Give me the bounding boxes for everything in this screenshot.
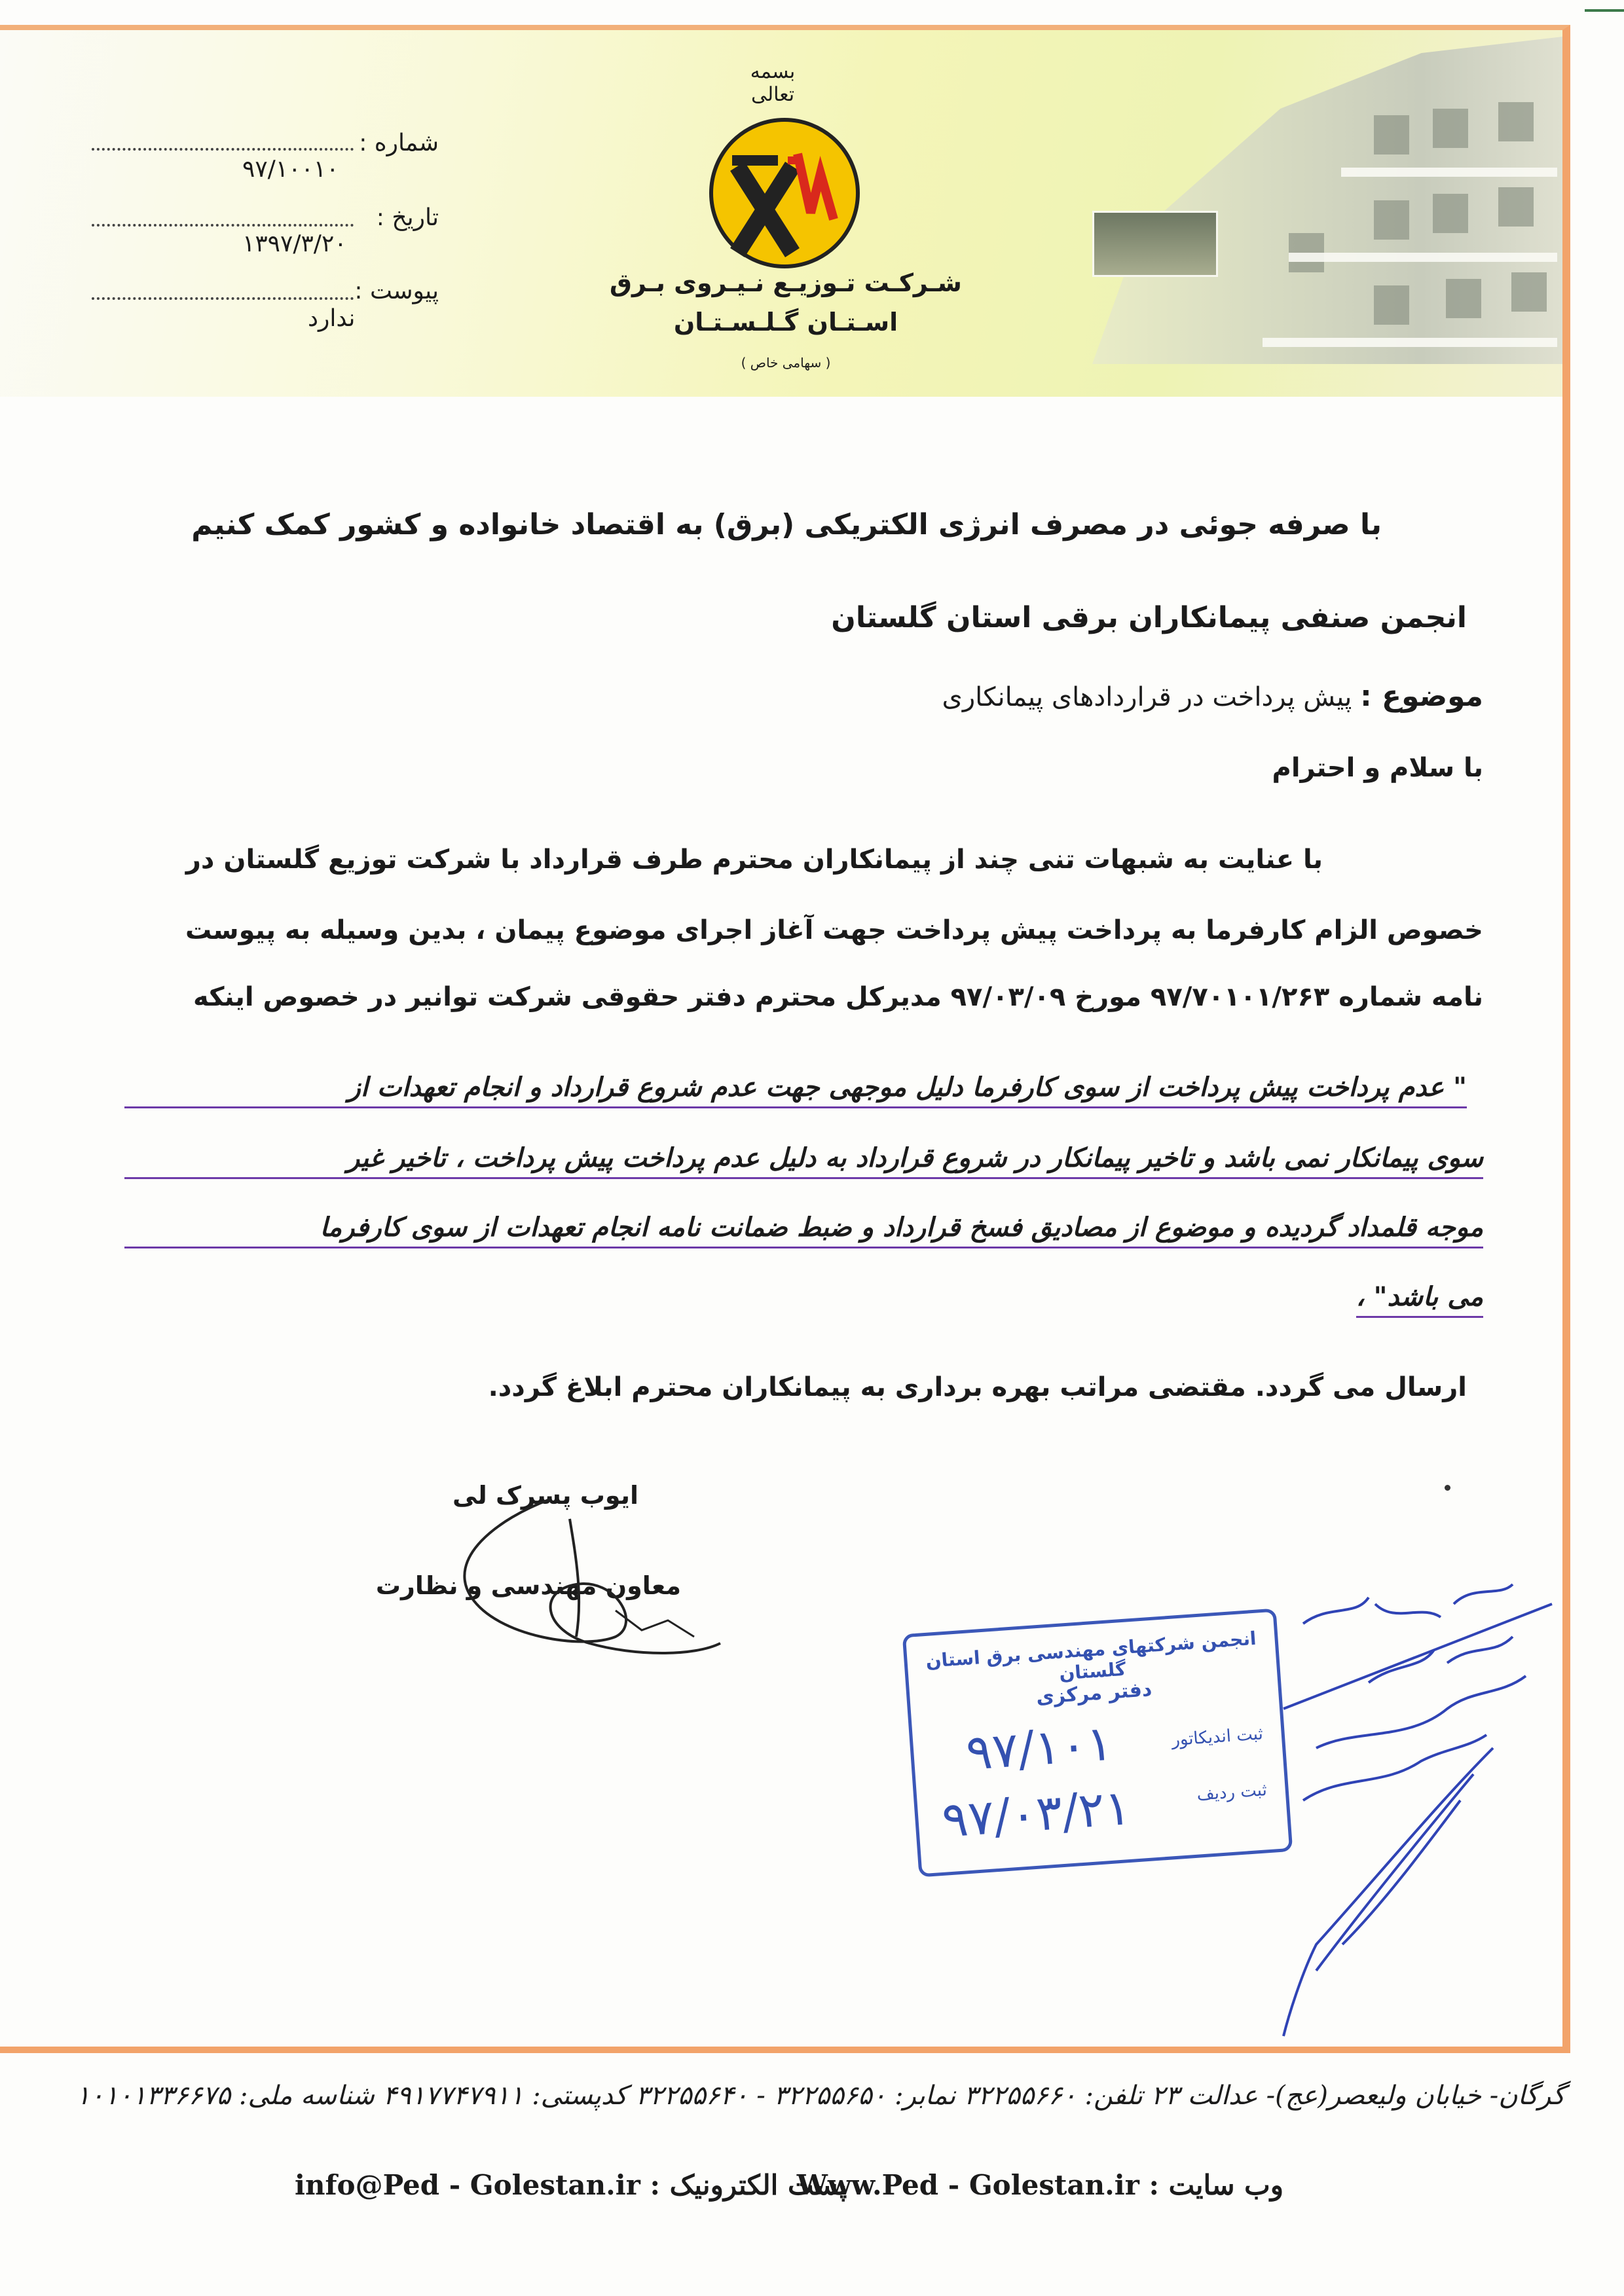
quote-line: " عدم پرداخت پیش پرداخت از سوی کارفرما دلیل موجهی جهت عدم شروع قرارداد و انجام تعهدات از: [124, 1072, 1467, 1108]
handwritten-note-icon: [1277, 1578, 1565, 2049]
body-line: نامه شماره ۹۷/۷۰۱۰۱/۲۶۳ مورخ ۹۷/۰۳/۰۹ مدیرکل محترم دفتر حقوقی شرکت توانیر در خصوص اینکه: [193, 982, 1483, 1012]
stamp-row-label: ثبت ردیف: [1196, 1780, 1268, 1805]
quote-line: سوی پیمانکار نمی باشد و تاخیر پیمانکار در شروع قرارداد به دلیل عدم پرداخت پیش پرداخت ، تاخیر غیر: [124, 1143, 1483, 1179]
date-value: ۱۳۹۷/۳/۲۰: [242, 230, 347, 257]
number-label: شماره :: [359, 130, 439, 156]
quote-line: موجه قلمداد گردیده و موضوع از مصادیق فسخ قرارداد و ضبط ضمانت نامه انجام تعهدات از سوی کارفرما: [124, 1212, 1483, 1248]
greeting: با سلام و احترام: [1272, 753, 1483, 783]
stamp-indicator-label: ثبت اندیکاتور: [1171, 1724, 1264, 1751]
footer-email: [295, 2169, 847, 2201]
subject-label: موضوع :: [1360, 680, 1483, 713]
company-logo-icon: [706, 115, 863, 272]
registration-stamp: [902, 1609, 1293, 1878]
slogan: با صرفه جوئی در مصرف انرژی الکتریکی (برق) به اقتصاد خانواده و کشور کمک کنیم: [191, 508, 1382, 541]
basmala: بسمه تعالی: [750, 60, 796, 106]
body-line: خصوص الزام کارفرما به پرداخت پیش پرداخت جهت آغاز اجرای موضوع پیمان ، بدین وسیله به پیوست: [185, 915, 1483, 945]
date-dots: [92, 224, 354, 227]
inset-photo: [1092, 211, 1218, 277]
date-label: تاریخ :: [376, 204, 439, 231]
signatory-name: ایوب پسرک لی: [452, 1481, 638, 1510]
signature-icon: [419, 1480, 733, 1676]
attachment-value: ندارد: [308, 305, 356, 332]
company-name: شـرکـت تـوزیـع نـیـروی بـرق: [610, 268, 962, 297]
stamp-indicator-value: ۹۷/۱۰۱: [964, 1715, 1115, 1781]
body-line: با عنایت به شبهات تنی چند از پیمانکاران محترم طرف قرارداد با شرکت توزیع گلستان در: [185, 845, 1323, 875]
website-label: وب سایت :: [1149, 2169, 1283, 2201]
number-value: ۹۷/۱۰۰۱۰: [242, 156, 339, 183]
ink-dot: [1445, 1485, 1450, 1491]
attachment-dots: [92, 297, 354, 300]
website-link[interactable]: Www.Ped - Golestan.ir: [796, 2169, 1139, 2201]
corner-mark: [1585, 9, 1624, 12]
footer-address: گرگان- خیابان ولیعصر(عج)- عدالت ۲۳ تلفن: ۳۲۲۵۵۶۶۰ نمابر: ۳۲۲۵۵۶۵۰ - ۳۲۲۵۵۶۴۰ کدپستی: ۴۹۱۷۷۴۷۹۱۱ شناسه ملی: ۱۰۱۰۱۳۳۶۶۷۵: [75, 2081, 1565, 2111]
subject: [942, 680, 1483, 713]
stamp-title: انجمن شرکتهای مهندسی برق استان گلستان: [925, 1627, 1257, 1685]
subject-text: پیش پرداخت در قراردادهای پیمانکاری: [942, 682, 1352, 712]
email-label: پست الکترونیک :: [650, 2169, 847, 2201]
addressee: انجمن صنفی پیمانکاران برقی استان گلستان: [831, 601, 1467, 634]
quote-line: می باشد" ،: [1356, 1282, 1483, 1318]
footer-website: [797, 2169, 1283, 2201]
company-province: اسـتـان گـلـسـتـان: [673, 308, 898, 337]
signatory-title: معاون مهندسی و نظارت: [375, 1571, 681, 1600]
email-link[interactable]: info@Ped - Golestan.ir: [295, 2169, 640, 2201]
stamp-row-value: ۹۷/۰۳/۲۱: [940, 1779, 1133, 1849]
attachment-label: پیوست :: [354, 278, 439, 304]
number-dots: [92, 148, 354, 151]
closing-line: ارسال می گردد. مقتضی مراتب بهره برداری به پیمانکاران محترم ابلاغ گردد.: [488, 1372, 1467, 1402]
company-type: ( سهامی خاص ): [741, 355, 831, 371]
stamp-office: دفتر مرکزی: [1035, 1678, 1153, 1709]
